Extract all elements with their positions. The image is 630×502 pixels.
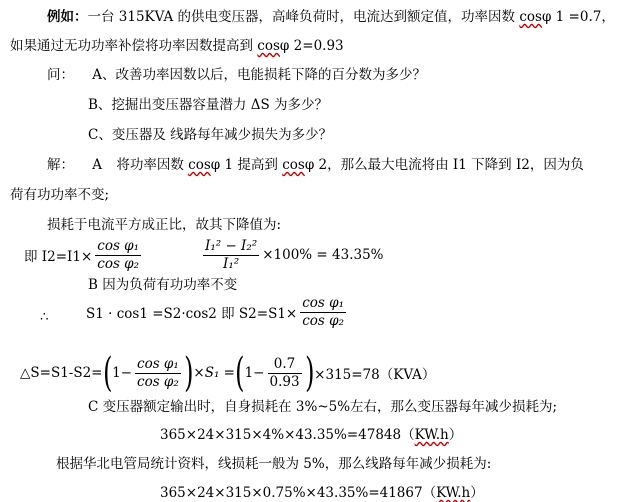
delta-s-formula: △S=S1-S2= ( 1− $\frac{\text{cos φ₁}}{\text{cos φ₂}}$ ) ×S₁ = ( 1− $\frac{0.7}{0.93}$ ) ×315=78（KVA） xyxy=(20,350,436,396)
grid-statement: 根据华北电管局统计资料，线损耗一般为 5%，那么线路每年减少损耗为: xyxy=(56,456,492,472)
delta-s-cos-fraction: $\frac{\text{cos φ₁}}{\text{cos φ₂}}$ xyxy=(137,355,179,390)
calc-transformer: 365×24×315×4%×43.35%=47848（KW.h） xyxy=(160,427,463,443)
solution-c-line: C 变压器额定输出时，自身损耗在 3%~5%左右，那么变压器每年减少损耗为; xyxy=(88,399,558,415)
example-line-2: 如果通过无功功率补偿将功率因数提高到 cosφ 2=0.93 xyxy=(10,38,344,54)
question-c: C、变压器及 线路每年减少损失为多少？ xyxy=(88,127,333,143)
question-a: 问： A、改善功率因数以后，电能损耗下降的百分数为多少？ xyxy=(47,67,427,83)
calc-line: 365×24×315×0.75%×43.35%=41867（KW.h） xyxy=(160,485,484,501)
percent-formula: $\frac{\text{I₁² − I₂²}}{\text{I₁²}}$ ×100% = 43.35% xyxy=(205,237,384,272)
s2-formula: S1 · cos1 =S2·cos2 即 S2=S1× $\frac{\text{cos φ₁}}{\text{cos φ₂}}$ xyxy=(86,294,345,329)
power-factor-fraction: $\frac{0.7}{0.93}$ xyxy=(269,355,300,390)
solution-a-line-1: 解： A 将功率因数 cosφ 1 提高到 cosφ 2，那么最大电流将由 I1 下降到 I2，因为负 xyxy=(47,157,584,173)
example-lead: 例如： xyxy=(47,9,88,25)
current-square-fraction: $\frac{\text{I₁² − I₂²}}{\text{I₁²}}$ xyxy=(205,237,258,272)
i2-formula: 即 I2=I1× $\frac{\text{cos φ₁}}{\text{cos φ₂}}$ xyxy=(24,237,140,272)
solution-a-line-2: 荷有功功率不变; xyxy=(10,187,110,203)
example-line-1: 例如：一台 315KVA 的供电变压器，高峰负荷时，电流达到额定值，功率因数 cosφ 1 =0.7， xyxy=(47,9,615,25)
question-b: B、挖掘出变压器容量潜力 ΔS 为多少？ xyxy=(88,97,329,113)
cos-ratio-fraction: $\frac{\text{cos φ₁}}{\text{cos φ₂}}$ xyxy=(97,237,140,272)
loss-statement: 损耗于电流平方成正比，故其下降值为: xyxy=(47,217,282,233)
solution-b-line: B 因为负荷有功功率不变 xyxy=(88,277,238,293)
therefore-symbol: ∴ xyxy=(40,309,49,325)
s2-cos-fraction: $\frac{\text{cos φ₁}}{\text{cos φ₂}}$ xyxy=(302,294,345,329)
